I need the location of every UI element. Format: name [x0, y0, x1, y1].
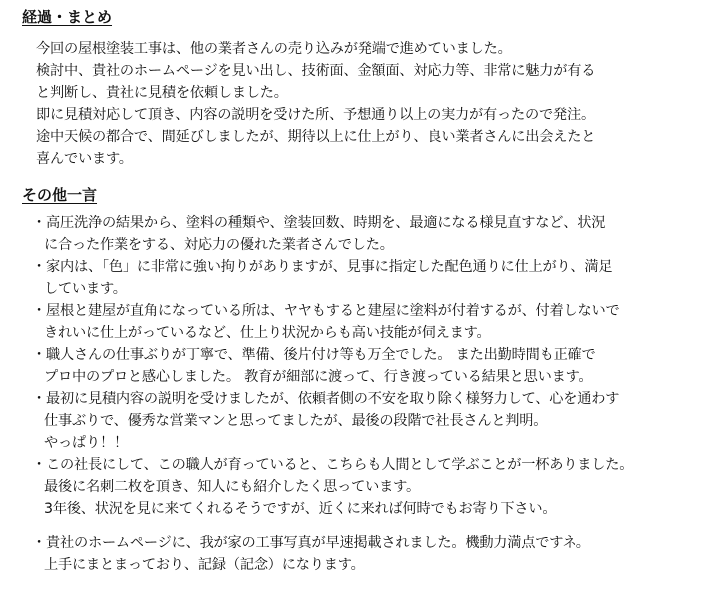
comment-line-15: ・貴社のホームページに、我が家の工事写真が早速掲載されました。機動力満点ですネ。	[32, 535, 590, 551]
summary-line-4: 即に見積対応して頂き、内容の説明を受けた所、予想通り以上の実力が有ったので発注。	[36, 107, 595, 123]
comment-line-3: ・家内は、「色」に非常に強い拘りがありますが、見事に指定した配色通りに仕上がり、満足	[32, 259, 613, 275]
comment-line-13: 最後に名刺二枚を頂き、知人にも紹介したく思っています。	[44, 479, 420, 495]
comment-line-1: ・高圧洗浄の結果から、塗料の種類や、塗装回数、時期を、最適になる様見直すなど、状況	[32, 215, 606, 231]
comment-line-14: 3年後、状況を見に来てくれるそうですが、近くに来れば何時でもお寄り下さい。	[44, 501, 557, 517]
comment-line-11: やっぱり！！	[44, 435, 128, 451]
comment-line-16: 上手にまとまっており、記録（記念）になります。	[44, 557, 365, 573]
comment-line-8: プロ中のプロと感心しました。 教育が細部に渡って、行き渡っている結果と思います。	[44, 369, 593, 385]
comment-line-10: 仕事ぶりで、優秀な営業マンと思ってましたが、最後の段階で社長さんと判明。	[44, 413, 548, 429]
summary-line-2: 検討中、貴社のホームページを見い出し、技術面、金額面、対応力等、非常に魅力が有る	[36, 63, 596, 79]
summary-line-6: 喜んでいます。	[36, 151, 133, 167]
comment-line-4: しています。	[44, 281, 127, 297]
summary-line-1: 今回の屋根塗装工事は、他の業者さんの売り込みが発端で進めていました。	[36, 41, 512, 57]
comment-line-6: きれいに仕上がっているなど、仕上り状況からも高い技能が伺えます。	[44, 325, 491, 341]
comment-line-9: ・最初に見積内容の説明を受けましたが、依頼者側の不安を取り除く様努力して、心を通わす	[32, 391, 620, 407]
summary-line-5: 途中天候の都合で、間延びしましたが、期待以上に仕上がり、良い業者さんに出会えたと	[36, 129, 596, 145]
section-heading-summary: 経過・まとめ	[22, 8, 113, 26]
comment-line-5: ・屋根と建屋が直角になっている所は、ヤヤもすると建屋に塗料が付着するが、付着しないで	[32, 303, 620, 319]
summary-line-3: と判断し、貴社に見積を依頼しました。	[36, 85, 288, 101]
comment-line-2: に合った作業をする、対応力の優れた業者さんでした。	[44, 237, 394, 253]
comment-line-7: ・職人さんの仕事ぶりが丁寧で、準備、後片付け等も万全でした。 また出勤時間も正確で	[32, 347, 596, 363]
comment-line-12: ・この社長にして、この職人が育っていると、こちらも人間として学ぶことが一杯ありました。	[32, 457, 634, 473]
section-heading-other: その他一言	[22, 186, 98, 204]
